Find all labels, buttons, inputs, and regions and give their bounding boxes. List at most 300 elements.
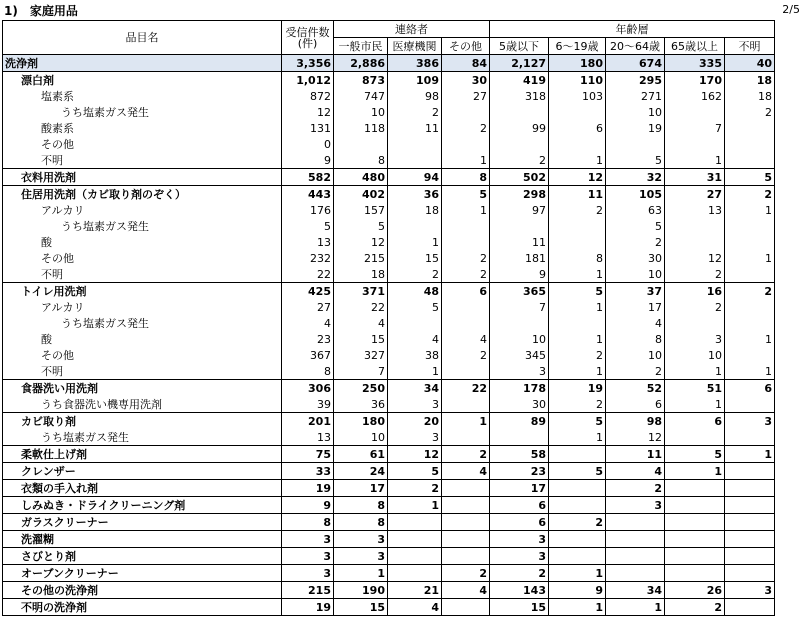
section-title: 1) 家庭用品	[4, 4, 78, 18]
value-cell: 36	[334, 396, 388, 413]
row-label: 食器洗い用洗剤	[3, 380, 282, 397]
value-cell: 215	[282, 582, 334, 599]
value-cell: 26	[665, 582, 725, 599]
value-cell	[725, 599, 775, 616]
value-cell: 22	[442, 380, 490, 397]
value-cell	[665, 565, 725, 582]
value-cell: 37	[606, 283, 665, 300]
table-row	[3, 283, 775, 300]
value-cell: 3	[388, 429, 442, 446]
value-cell	[490, 104, 549, 120]
value-cell: 6	[606, 396, 665, 413]
value-cell: 327	[334, 347, 388, 363]
value-cell	[665, 531, 725, 548]
value-cell: 367	[282, 347, 334, 363]
value-cell: 2	[665, 266, 725, 283]
table-row	[3, 202, 775, 218]
value-cell: 4	[442, 331, 490, 347]
value-cell: 2	[549, 347, 606, 363]
table-row	[3, 548, 775, 565]
value-cell: 19	[282, 599, 334, 616]
value-cell: 1	[442, 202, 490, 218]
value-cell: 15	[388, 250, 442, 266]
value-cell: 0	[282, 136, 334, 152]
value-cell: 5	[725, 169, 775, 186]
row-label: 衣類の手入れ剤	[3, 480, 282, 497]
value-cell: 109	[388, 72, 442, 89]
value-cell: 2	[388, 480, 442, 497]
value-cell: 1	[725, 202, 775, 218]
value-cell: 89	[490, 413, 549, 430]
table-row	[3, 446, 775, 463]
value-cell	[442, 429, 490, 446]
row-label: オーブンクリーナー	[3, 565, 282, 582]
value-cell: 23	[282, 331, 334, 347]
value-cell: 10	[334, 104, 388, 120]
value-cell: 8	[442, 169, 490, 186]
value-cell: 48	[388, 283, 442, 300]
value-cell: 162	[665, 88, 725, 104]
value-cell: 180	[549, 55, 606, 72]
value-cell: 2	[490, 565, 549, 582]
value-cell	[442, 480, 490, 497]
value-cell: 10	[606, 104, 665, 120]
value-cell	[549, 446, 606, 463]
value-cell: 1	[725, 331, 775, 347]
row-label: その他の洗浄剤	[3, 582, 282, 599]
value-cell: 36	[388, 186, 442, 203]
value-cell: 232	[282, 250, 334, 266]
page-number: 2/5	[782, 3, 800, 16]
value-cell: 1	[665, 463, 725, 480]
row-label: 不明の洗浄剤	[3, 599, 282, 616]
row-label: 不明	[3, 152, 282, 169]
value-cell	[442, 531, 490, 548]
row-label: うち塩素ガス発生	[3, 104, 282, 120]
value-cell: 1	[388, 234, 442, 250]
table-row	[3, 582, 775, 599]
value-cell: 61	[334, 446, 388, 463]
table-row	[3, 514, 775, 531]
value-cell: 1	[725, 363, 775, 380]
value-cell: 747	[334, 88, 388, 104]
value-cell: 143	[490, 582, 549, 599]
value-cell: 32	[606, 169, 665, 186]
contact-col-header: その他	[442, 38, 490, 55]
value-cell: 386	[388, 55, 442, 72]
age-header: 年齢層	[490, 21, 775, 38]
table-row	[3, 169, 775, 186]
value-cell: 11	[606, 446, 665, 463]
value-cell: 19	[606, 120, 665, 136]
value-cell: 1	[665, 152, 725, 169]
value-cell: 4	[442, 582, 490, 599]
value-cell: 1	[549, 331, 606, 347]
value-cell: 215	[334, 250, 388, 266]
value-cell: 318	[490, 88, 549, 104]
value-cell: 2	[606, 234, 665, 250]
value-cell: 1	[725, 250, 775, 266]
value-cell	[665, 429, 725, 446]
table-row	[3, 480, 775, 497]
value-cell	[549, 218, 606, 234]
table-row	[3, 413, 775, 430]
row-label: 住居用洗剤（カビ取り剤のぞく）	[3, 186, 282, 203]
table-body	[3, 55, 775, 616]
value-cell	[606, 514, 665, 531]
value-cell: 2	[606, 363, 665, 380]
row-label: 塩素系	[3, 88, 282, 104]
value-cell: 271	[606, 88, 665, 104]
value-cell: 2	[665, 299, 725, 315]
value-cell	[725, 152, 775, 169]
value-cell: 12	[388, 446, 442, 463]
value-cell	[442, 497, 490, 514]
age-col-header: 6～19歳	[549, 38, 606, 55]
received-unit: (件)	[297, 36, 318, 50]
value-cell: 20	[388, 413, 442, 430]
value-cell: 6	[665, 413, 725, 430]
value-cell: 27	[665, 186, 725, 203]
value-cell: 17	[606, 299, 665, 315]
table-row	[3, 315, 775, 331]
row-label: アルカリ	[3, 202, 282, 218]
table-row	[3, 250, 775, 266]
value-cell	[334, 136, 388, 152]
statistics-table	[2, 20, 775, 616]
value-cell: 8	[282, 363, 334, 380]
value-cell: 30	[490, 396, 549, 413]
table-row	[3, 120, 775, 136]
value-cell: 6	[725, 380, 775, 397]
value-cell: 2,127	[490, 55, 549, 72]
table-row	[3, 88, 775, 104]
value-cell: 2	[490, 152, 549, 169]
table-row	[3, 152, 775, 169]
value-cell: 1	[549, 299, 606, 315]
row-label: さびとり剤	[3, 548, 282, 565]
value-cell: 5	[549, 463, 606, 480]
value-cell: 402	[334, 186, 388, 203]
value-cell: 3	[334, 548, 388, 565]
value-cell: 9	[282, 152, 334, 169]
row-label: うち塩素ガス発生	[3, 429, 282, 446]
contact-col-header: 医療機関	[388, 38, 442, 55]
value-cell: 16	[665, 283, 725, 300]
value-cell	[442, 299, 490, 315]
row-label: しみぬき・ドライクリーニング剤	[3, 497, 282, 514]
value-cell: 105	[606, 186, 665, 203]
received-label: 受信件数	[285, 25, 330, 39]
value-cell: 335	[665, 55, 725, 72]
value-cell: 1,012	[282, 72, 334, 89]
value-cell: 52	[606, 380, 665, 397]
row-label: 不明	[3, 363, 282, 380]
value-cell	[442, 548, 490, 565]
value-cell: 1	[388, 497, 442, 514]
value-cell: 2	[388, 266, 442, 283]
value-cell	[725, 315, 775, 331]
value-cell: 4	[282, 315, 334, 331]
value-cell	[665, 548, 725, 565]
value-cell	[442, 315, 490, 331]
value-cell	[442, 363, 490, 380]
table-row	[3, 463, 775, 480]
value-cell	[490, 429, 549, 446]
contact-col-header: 一般市民	[334, 38, 388, 55]
value-cell: 99	[490, 120, 549, 136]
value-cell: 97	[490, 202, 549, 218]
value-cell: 22	[282, 266, 334, 283]
row-label: 不明	[3, 266, 282, 283]
value-cell: 7	[665, 120, 725, 136]
value-cell: 3	[665, 331, 725, 347]
value-cell: 1	[549, 266, 606, 283]
value-cell: 502	[490, 169, 549, 186]
row-label: その他	[3, 250, 282, 266]
value-cell: 12	[606, 429, 665, 446]
value-cell	[665, 497, 725, 514]
value-cell: 18	[334, 266, 388, 283]
value-cell: 2,886	[334, 55, 388, 72]
value-cell: 1	[549, 363, 606, 380]
value-cell: 3	[606, 497, 665, 514]
contact-header: 連絡者	[334, 21, 490, 38]
value-cell	[442, 234, 490, 250]
value-cell: 10	[490, 331, 549, 347]
value-cell	[388, 152, 442, 169]
value-cell: 12	[282, 104, 334, 120]
value-cell: 3	[490, 363, 549, 380]
value-cell	[549, 104, 606, 120]
value-cell: 181	[490, 250, 549, 266]
value-cell	[665, 480, 725, 497]
value-cell	[725, 497, 775, 514]
value-cell: 19	[549, 380, 606, 397]
value-cell	[549, 531, 606, 548]
item-header: 品目名	[3, 21, 282, 55]
value-cell	[665, 104, 725, 120]
age-col-header: 5歳以下	[490, 38, 549, 55]
value-cell: 2	[606, 480, 665, 497]
value-cell: 5	[282, 218, 334, 234]
row-label: 酸	[3, 234, 282, 250]
value-cell	[725, 120, 775, 136]
value-cell: 2	[665, 599, 725, 616]
value-cell: 12	[549, 169, 606, 186]
value-cell: 250	[334, 380, 388, 397]
value-cell	[725, 531, 775, 548]
value-cell: 872	[282, 88, 334, 104]
value-cell: 8	[549, 250, 606, 266]
value-cell: 2	[725, 283, 775, 300]
age-col-header: 不明	[725, 38, 775, 55]
value-cell: 201	[282, 413, 334, 430]
table-row	[3, 234, 775, 250]
value-cell: 4	[442, 463, 490, 480]
value-cell: 3	[282, 565, 334, 582]
value-cell: 3	[490, 548, 549, 565]
value-cell: 30	[442, 72, 490, 89]
value-cell: 19	[282, 480, 334, 497]
value-cell: 295	[606, 72, 665, 89]
value-cell: 7	[334, 363, 388, 380]
value-cell: 118	[334, 120, 388, 136]
value-cell: 12	[334, 234, 388, 250]
value-cell	[549, 480, 606, 497]
value-cell: 176	[282, 202, 334, 218]
value-cell	[442, 218, 490, 234]
value-cell: 5	[334, 218, 388, 234]
value-cell: 4	[388, 599, 442, 616]
value-cell: 110	[549, 72, 606, 89]
value-cell	[606, 565, 665, 582]
table-row	[3, 429, 775, 446]
table-row	[3, 599, 775, 616]
value-cell: 4	[334, 315, 388, 331]
value-cell: 3	[490, 531, 549, 548]
value-cell: 58	[490, 446, 549, 463]
table-row	[3, 104, 775, 120]
value-cell: 443	[282, 186, 334, 203]
value-cell	[665, 514, 725, 531]
value-cell: 31	[665, 169, 725, 186]
value-cell	[442, 599, 490, 616]
value-cell	[725, 480, 775, 497]
value-cell: 674	[606, 55, 665, 72]
value-cell	[665, 218, 725, 234]
value-cell: 98	[606, 413, 665, 430]
table-row	[3, 55, 775, 72]
value-cell: 21	[388, 582, 442, 599]
value-cell	[725, 299, 775, 315]
value-cell: 6	[490, 497, 549, 514]
row-label: 漂白剤	[3, 72, 282, 89]
value-cell: 2	[549, 202, 606, 218]
value-cell	[725, 548, 775, 565]
value-cell: 180	[334, 413, 388, 430]
value-cell	[725, 266, 775, 283]
value-cell: 1	[725, 446, 775, 463]
value-cell: 2	[442, 446, 490, 463]
value-cell: 298	[490, 186, 549, 203]
value-cell: 6	[549, 120, 606, 136]
row-label: アルカリ	[3, 299, 282, 315]
value-cell: 51	[665, 380, 725, 397]
value-cell: 22	[334, 299, 388, 315]
value-cell: 5	[549, 283, 606, 300]
value-cell: 8	[334, 152, 388, 169]
value-cell: 2	[442, 565, 490, 582]
value-cell	[606, 548, 665, 565]
value-cell: 9	[549, 582, 606, 599]
value-cell: 24	[334, 463, 388, 480]
row-label: 柔軟仕上げ剤	[3, 446, 282, 463]
value-cell: 13	[282, 429, 334, 446]
value-cell	[549, 136, 606, 152]
value-cell	[549, 548, 606, 565]
value-cell: 11	[490, 234, 549, 250]
row-label: うち塩素ガス発生	[3, 315, 282, 331]
value-cell	[665, 315, 725, 331]
value-cell	[490, 315, 549, 331]
row-label: 酸素系	[3, 120, 282, 136]
value-cell: 27	[282, 299, 334, 315]
value-cell: 11	[549, 186, 606, 203]
value-cell: 2	[725, 186, 775, 203]
value-cell: 5	[665, 446, 725, 463]
value-cell: 2	[388, 104, 442, 120]
value-cell	[725, 565, 775, 582]
value-cell: 5	[606, 152, 665, 169]
row-label: うち塩素ガス発生	[3, 218, 282, 234]
value-cell: 40	[725, 55, 775, 72]
value-cell: 39	[282, 396, 334, 413]
value-cell: 425	[282, 283, 334, 300]
table-row	[3, 331, 775, 347]
value-cell: 5	[388, 463, 442, 480]
row-label: カビ取り剤	[3, 413, 282, 430]
value-cell	[388, 565, 442, 582]
value-cell: 178	[490, 380, 549, 397]
value-cell: 345	[490, 347, 549, 363]
value-cell: 1	[549, 565, 606, 582]
value-cell: 9	[282, 497, 334, 514]
value-cell: 419	[490, 72, 549, 89]
value-cell: 1	[334, 565, 388, 582]
value-cell: 10	[606, 347, 665, 363]
table-row	[3, 266, 775, 283]
table-row	[3, 347, 775, 363]
value-cell: 1	[549, 152, 606, 169]
value-cell: 11	[388, 120, 442, 136]
value-cell: 23	[490, 463, 549, 480]
value-cell	[490, 218, 549, 234]
value-cell	[442, 136, 490, 152]
value-cell: 4	[606, 463, 665, 480]
value-cell: 8	[282, 514, 334, 531]
value-cell: 1	[442, 152, 490, 169]
value-cell: 2	[442, 250, 490, 266]
row-label: トイレ用洗剤	[3, 283, 282, 300]
value-cell: 5	[606, 218, 665, 234]
value-cell: 2	[442, 266, 490, 283]
value-cell: 7	[490, 299, 549, 315]
value-cell: 2	[442, 120, 490, 136]
value-cell: 1	[388, 363, 442, 380]
value-cell: 2	[549, 514, 606, 531]
value-cell: 15	[334, 331, 388, 347]
table-row	[3, 136, 775, 152]
value-cell: 3	[282, 531, 334, 548]
value-cell: 3	[388, 396, 442, 413]
row-label: 酸	[3, 331, 282, 347]
value-cell	[442, 104, 490, 120]
value-cell	[606, 136, 665, 152]
value-cell	[725, 218, 775, 234]
value-cell: 10	[665, 347, 725, 363]
value-cell	[388, 514, 442, 531]
age-col-header: 20～64歳	[606, 38, 665, 55]
table-row	[3, 186, 775, 203]
value-cell: 306	[282, 380, 334, 397]
value-cell	[388, 315, 442, 331]
value-cell: 13	[282, 234, 334, 250]
value-cell: 10	[334, 429, 388, 446]
value-cell	[725, 463, 775, 480]
value-cell	[388, 548, 442, 565]
value-cell: 18	[725, 72, 775, 89]
